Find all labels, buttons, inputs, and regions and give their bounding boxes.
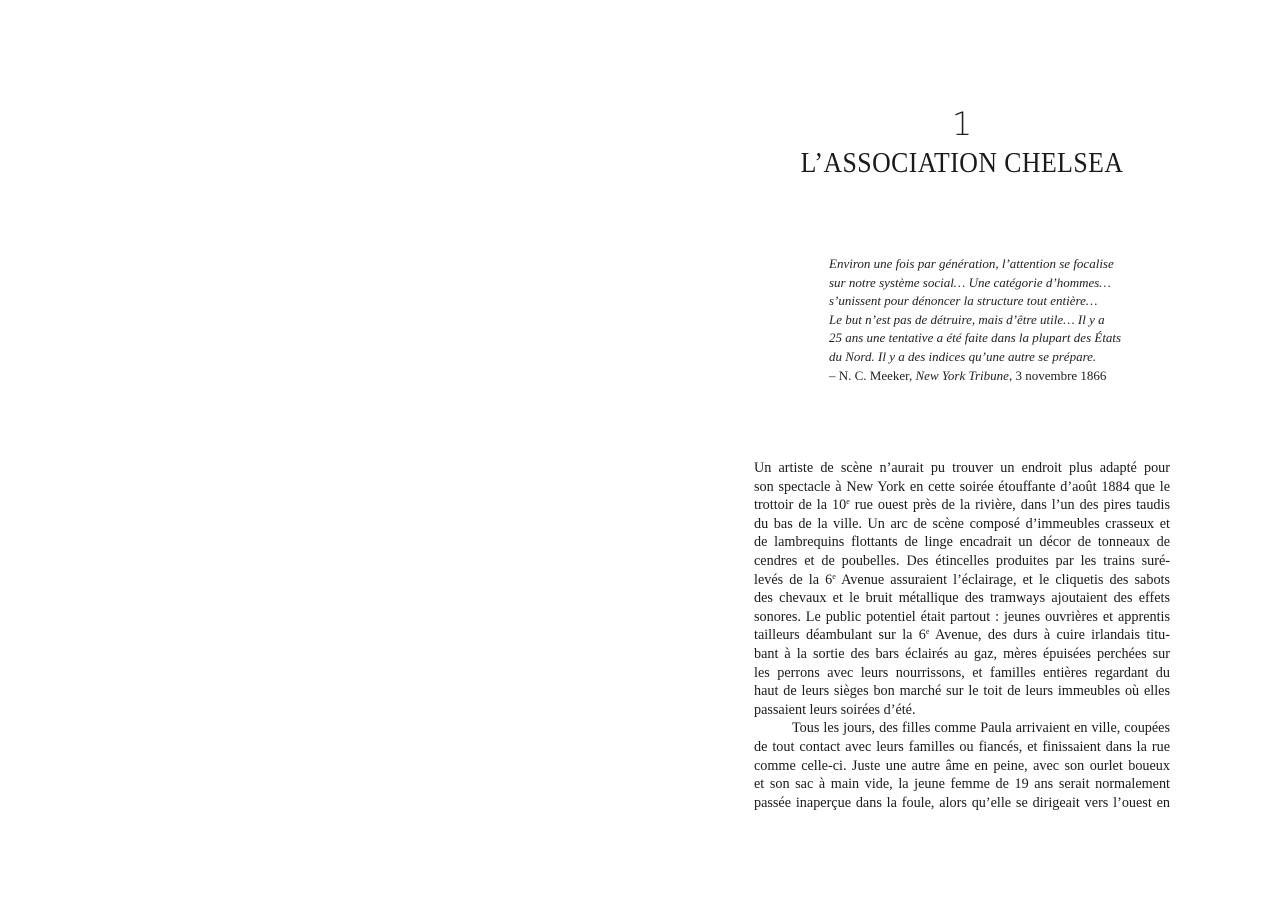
epigraph-line: sur notre système social… Une catégorie d’hommes… bbox=[829, 274, 1111, 290]
body-text bbox=[754, 459, 1170, 812]
epigraph-line: 25 ans une tentative a été faite dans la plupart des États bbox=[829, 330, 1122, 346]
ordinal-superscript: e bbox=[925, 627, 930, 637]
paragraph-2 bbox=[754, 719, 1170, 812]
text-line: son spectacle à New York en cette soirée étouffante d’août 1884 que le bbox=[754, 478, 1170, 495]
text-line: les perrons avec leurs nourrissons, et familles entières regardant du bbox=[754, 664, 1170, 681]
text-segment: rue ouest près de la rivière, dans l’un des pires taudis bbox=[849, 497, 1170, 514]
chapter-number: 1 bbox=[951, 105, 973, 143]
text-line: de tout contact avec leurs familles ou fiancés, et finissaient dans la rue bbox=[754, 738, 1170, 755]
paragraph-1 bbox=[754, 459, 1170, 719]
text-line: et son sac à main vide, la jeune femme de 19 ans serait normalement bbox=[754, 776, 1170, 793]
text-segment: tailleurs déambulant sur la 6 bbox=[754, 627, 926, 644]
text-line: de lambrequins flottants de linge encadrait un décor de tonneaux de bbox=[754, 534, 1170, 551]
ordinal-superscript: e bbox=[832, 571, 836, 581]
text-line: sonores. Le public potentiel était partout : jeunes ouvrières et apprentis bbox=[754, 608, 1170, 625]
text-line: bant à la sortie des bars éclairés au gaz, mères épuisées perchées sur bbox=[754, 645, 1170, 662]
text-line: des chevaux et le bruit métallique des tramways ajoutaient des effets bbox=[754, 590, 1170, 607]
epigraph-line: du Nord. Il y a des indices qu’une autre se prépare. bbox=[829, 348, 1097, 364]
epigraph-line: Environ une fois par génération, l’attention se focalise bbox=[829, 256, 1114, 271]
text-segment: trottoir de la 10 bbox=[754, 497, 847, 514]
text-line: passée inaperçue dans la foule, alors qu’elle se dirigeait vers l’ouest en bbox=[754, 794, 1170, 811]
text-line: comme celle-ci. Juste une autre âme en peine, avec son ourlet boueux bbox=[754, 757, 1170, 774]
epigraph-line: Le but n’est pas de détruire, mais d’être utile… Il y a bbox=[829, 311, 1105, 327]
text-line: Un artiste de scène n’aurait pu trouver un endroit plus adapté pour bbox=[754, 460, 1170, 476]
text-line bbox=[754, 496, 1170, 515]
text-segment: Avenue assuraient l’éclairage, et le cliquetis des sabots bbox=[835, 571, 1171, 588]
text-line: cendres et de poubelles. Des étincelles produites par les trains suré- bbox=[754, 552, 1170, 569]
epigraph-attribution bbox=[829, 367, 1149, 386]
right-page bbox=[641, 0, 1282, 904]
text-segment: Avenue, des durs à cuire irlandais titu- bbox=[929, 627, 1171, 644]
text-line: Tous les jours, des filles comme Paula arrivaient en ville, coupées bbox=[792, 720, 1170, 737]
text-segment: levés de la 6 bbox=[754, 571, 833, 588]
text-line: passaient leurs soirées d’été. bbox=[754, 701, 916, 718]
text-line bbox=[754, 626, 1170, 645]
attribution-source: New York Tribune bbox=[915, 367, 1009, 383]
text-line bbox=[754, 571, 1170, 590]
epigraph bbox=[829, 255, 1149, 385]
ordinal-superscript: e bbox=[846, 497, 850, 507]
attribution-date: , 3 novembre 1866 bbox=[1008, 367, 1107, 383]
text-line: du bas de la ville. Un arc de scène composé d’immeubles crasseux et bbox=[754, 515, 1170, 532]
epigraph-line: s’unissent pour dénoncer la structure tout entière… bbox=[829, 293, 1098, 309]
chapter-title: L’ASSOCIATION CHELSEA bbox=[800, 148, 1124, 179]
attribution-author: – N. C. Meeker, bbox=[829, 367, 916, 383]
text-line: haut de leurs sièges bon marché sur le toit de leurs immeubles où elles bbox=[754, 683, 1170, 700]
